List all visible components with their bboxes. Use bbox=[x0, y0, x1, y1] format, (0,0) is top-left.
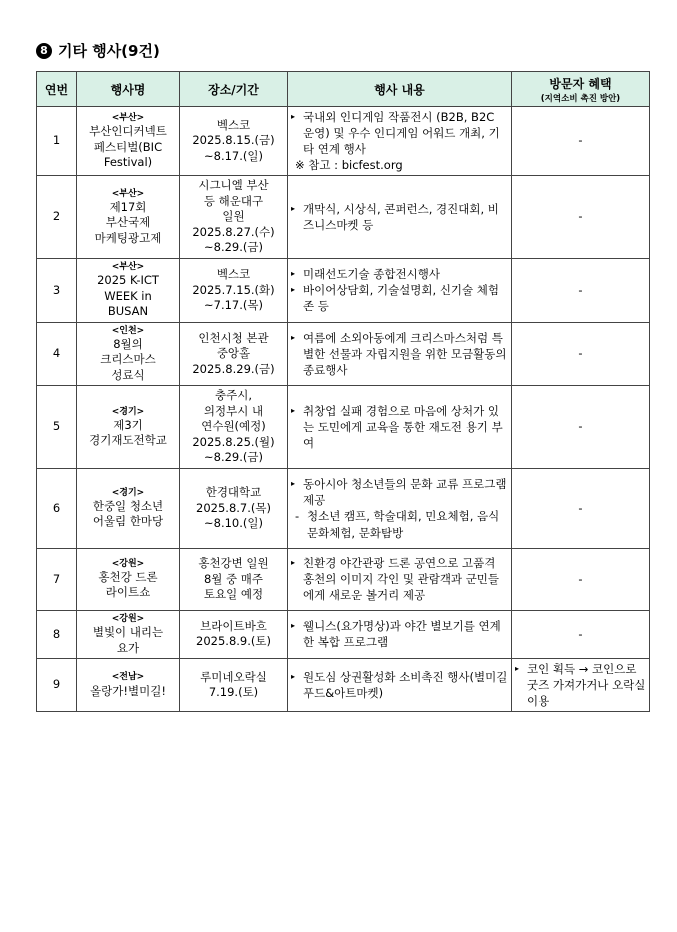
events-table bbox=[36, 71, 650, 712]
event-place-line: ~8.29.(금) bbox=[204, 450, 263, 465]
content-bullet-text: 개막식, 시상식, 콘퍼런스, 경진대회, 비즈니스마켓 등 bbox=[303, 202, 499, 233]
benefit-text: 코인 획득 → 코인으로 굿즈 가져가거나 오락실 이용 bbox=[527, 662, 646, 709]
content-bullet-text: 원도심 상권활성화 소비촉진 행사(별미길 푸드&아트마켓) bbox=[303, 670, 508, 701]
event-name-line: 라이트쇼 bbox=[105, 585, 151, 600]
table-row bbox=[37, 659, 650, 712]
region-tag: <부산> bbox=[111, 188, 145, 199]
table-row bbox=[37, 322, 650, 386]
header-place: 장소/기간 bbox=[180, 72, 288, 107]
row-number: 4 bbox=[37, 322, 77, 386]
row-number: 1 bbox=[37, 107, 77, 176]
visitor-benefit: - bbox=[512, 610, 650, 658]
visitor-benefit: - bbox=[512, 107, 650, 176]
visitor-benefit: - bbox=[512, 548, 650, 610]
row-number: 8 bbox=[37, 610, 77, 658]
event-place-line: 2025.8.9.(토) bbox=[196, 634, 271, 649]
event-place bbox=[180, 468, 288, 548]
visitor-benefit: - bbox=[512, 258, 650, 322]
event-place bbox=[180, 548, 288, 610]
event-name bbox=[77, 107, 180, 176]
table-row bbox=[37, 176, 650, 259]
content-bullet-text: 미래선도기술 종합전시행사 bbox=[303, 267, 440, 282]
table-row bbox=[37, 610, 650, 658]
content-note: ※ 참고 : bicfest.org bbox=[295, 158, 403, 173]
bullet-marker-icon: ▸ bbox=[291, 112, 296, 121]
event-place-line: 연수원(예정) bbox=[201, 419, 266, 434]
event-place-line: 일원 bbox=[222, 209, 245, 224]
event-place-line: ~8.17.(일) bbox=[204, 148, 263, 163]
event-place-line: ~8.29.(금) bbox=[204, 240, 263, 255]
content-bullet bbox=[291, 201, 508, 233]
event-name bbox=[77, 468, 180, 548]
event-place-line: 2025.8.29.(금) bbox=[192, 361, 275, 376]
event-name-line: 홍천강 드론 bbox=[98, 569, 158, 584]
content-bullet bbox=[291, 403, 508, 451]
event-place-line: 홍천강변 일원 bbox=[198, 556, 269, 571]
bullet-marker-icon: ▸ bbox=[291, 332, 296, 342]
event-name-line: 올랑가!별미길! bbox=[90, 683, 166, 698]
event-content bbox=[288, 176, 512, 259]
event-name-line: BUSAN bbox=[107, 304, 149, 319]
bullet-marker-icon: ▸ bbox=[291, 204, 296, 214]
region-tag: <강원> bbox=[111, 613, 145, 624]
event-name bbox=[77, 176, 180, 259]
region-tag: <경기> bbox=[111, 487, 145, 498]
event-place-line: 루미네오락실 bbox=[200, 669, 267, 684]
region-tag: <경기> bbox=[111, 406, 145, 417]
event-place-line: 등 해운대구 bbox=[203, 193, 264, 208]
event-name-line: 8월의 bbox=[113, 336, 143, 351]
event-place-line: 중앙홀 bbox=[216, 346, 251, 361]
row-number: 2 bbox=[37, 176, 77, 259]
event-name-line: 부산인디커넥트 bbox=[89, 123, 167, 138]
event-name-line: 크리스마스 bbox=[100, 352, 156, 367]
bullet-marker-icon: ▸ bbox=[291, 672, 296, 682]
header-no: 연번 bbox=[37, 72, 77, 107]
bullet-marker-icon: ▸ bbox=[515, 664, 520, 674]
benefit-bullet bbox=[515, 661, 646, 709]
visitor-benefit: - bbox=[512, 322, 650, 386]
event-content bbox=[288, 659, 512, 712]
table-row bbox=[37, 258, 650, 322]
header-benefit-label: 방문자 혜택 bbox=[549, 76, 612, 91]
event-content bbox=[288, 610, 512, 658]
event-place-line: 토요일 예정 bbox=[203, 587, 264, 602]
event-name-line: 2025 K-ICT bbox=[97, 273, 159, 288]
event-place-line: 충주시, bbox=[215, 388, 252, 403]
event-place bbox=[180, 386, 288, 469]
event-place-line: ~8.10.(일) bbox=[204, 516, 263, 531]
region-tag: <부산> bbox=[111, 261, 145, 272]
event-name bbox=[77, 610, 180, 658]
event-name bbox=[77, 386, 180, 469]
event-content bbox=[288, 107, 512, 176]
event-content bbox=[288, 322, 512, 386]
event-place-line: 7.19.(토) bbox=[208, 685, 259, 700]
section-title-text: 기타 행사(9건) bbox=[58, 42, 160, 60]
event-place bbox=[180, 610, 288, 658]
section-title bbox=[36, 40, 160, 61]
event-name-line: 별빛이 내리는 bbox=[92, 625, 164, 640]
region-tag: <전남> bbox=[111, 672, 145, 683]
content-bullet-text: 친환경 야간관광 드론 공연으로 고품격 홍천의 이미지 각인 및 관람객과 군민들에게 새로운 볼거리 제공 bbox=[303, 556, 500, 603]
table-row bbox=[37, 107, 650, 176]
event-place-line: 2025.7.15.(화) bbox=[192, 282, 275, 297]
event-place-line: 인천시청 본관 bbox=[198, 330, 269, 345]
content-bullet bbox=[291, 109, 508, 157]
event-name-line: 마케팅광고제 bbox=[94, 230, 162, 245]
event-place-line: 한경대학교 bbox=[205, 485, 262, 500]
event-name-line: WEEK in bbox=[104, 288, 152, 303]
event-place-line: 8월 중 매주 bbox=[203, 571, 264, 586]
region-tag: <부산> bbox=[111, 112, 145, 123]
header-benefit-sub: (지역소비 촉진 방안) bbox=[540, 93, 621, 104]
bullet-marker-icon: ▸ bbox=[291, 479, 296, 489]
event-place bbox=[180, 258, 288, 322]
header-benefit bbox=[512, 72, 650, 107]
content-bullet-text: 여름에 소외아동에게 크리스마스처럼 특별한 선물과 자립지원을 위한 모금활동의 종료행사 bbox=[303, 330, 507, 378]
content-bullet bbox=[291, 476, 508, 508]
header-name: 행사명 bbox=[77, 72, 180, 107]
row-number: 3 bbox=[37, 258, 77, 322]
event-name-line: 페스티벌(BIC bbox=[93, 139, 163, 154]
table-row bbox=[37, 468, 650, 548]
row-number: 5 bbox=[37, 386, 77, 469]
row-number: 7 bbox=[37, 548, 77, 610]
event-place bbox=[180, 322, 288, 386]
content-bullet bbox=[291, 555, 508, 603]
section-number-badge: 8 bbox=[36, 43, 52, 59]
event-name-line: 제17회 bbox=[109, 199, 147, 214]
bullet-marker-icon: ▸ bbox=[291, 621, 296, 631]
row-number: 6 bbox=[37, 468, 77, 548]
content-bullet bbox=[291, 266, 508, 282]
visitor-benefit bbox=[512, 659, 650, 712]
event-place bbox=[180, 176, 288, 259]
event-place-line: 2025.8.25.(월) bbox=[192, 434, 275, 449]
event-name bbox=[77, 548, 180, 610]
content-bullet-text: 동아시아 청소년들의 문화 교류 프로그램 제공 bbox=[303, 477, 507, 508]
content-bullet bbox=[291, 330, 508, 378]
event-name bbox=[77, 258, 180, 322]
event-place-line: 의정부시 내 bbox=[203, 403, 264, 418]
dash-marker: - bbox=[295, 509, 300, 524]
event-place-line: 벡스코 bbox=[216, 117, 251, 132]
event-name-line: Festival) bbox=[103, 155, 153, 170]
event-name bbox=[77, 322, 180, 386]
event-place-line: 시그니엘 부산 bbox=[198, 178, 269, 193]
event-place-line: 벡스코 bbox=[216, 267, 251, 282]
event-name-line: 요가 bbox=[116, 640, 140, 655]
bullet-marker-icon: ▸ bbox=[291, 269, 296, 279]
bullet-marker-icon: ▸ bbox=[291, 558, 296, 568]
event-content bbox=[288, 258, 512, 322]
event-name-line: 제3기 bbox=[113, 417, 143, 432]
event-name-line: 부산국제 bbox=[105, 215, 151, 230]
visitor-benefit: - bbox=[512, 176, 650, 259]
event-place-line: 2025.8.27.(수) bbox=[192, 224, 275, 239]
table-header-row bbox=[37, 72, 650, 107]
event-content bbox=[288, 386, 512, 469]
visitor-benefit: - bbox=[512, 468, 650, 548]
table-row bbox=[37, 548, 650, 610]
content-bullet-text: 국내외 인디게임 작품전시 (B2B, B2C 운영) 및 우수 인디게임 어워드 개최, 기타 연계 행사 bbox=[303, 110, 500, 157]
visitor-benefit: - bbox=[512, 386, 650, 469]
bullet-marker-icon: ▸ bbox=[291, 405, 296, 415]
event-content bbox=[288, 548, 512, 610]
region-tag: <인천> bbox=[111, 325, 145, 336]
table-row bbox=[37, 386, 650, 469]
content-bullet bbox=[291, 282, 508, 314]
event-place-line: 브라이트바흐 bbox=[200, 618, 267, 633]
content-sub-text: 청소년 캠프, 학술대회, 민요체험, 음식문화체험, 문화탐방 bbox=[307, 509, 500, 540]
event-place-line: 2025.8.7.(목) bbox=[196, 500, 271, 515]
event-name-line: 한중일 청소년 bbox=[92, 498, 164, 513]
event-content bbox=[288, 468, 512, 548]
content-sub-item bbox=[291, 508, 508, 540]
row-number: 9 bbox=[37, 659, 77, 712]
event-name-line: 경기재도전학교 bbox=[89, 433, 167, 448]
content-bullet-text: 바이어상담회, 기술설명회, 신기술 체험존 등 bbox=[303, 283, 500, 314]
event-name-line: 어울림 한마당 bbox=[92, 514, 164, 529]
event-name bbox=[77, 659, 180, 712]
event-name-line: 성료식 bbox=[111, 367, 145, 382]
event-place-line: ~7.17.(목) bbox=[204, 298, 263, 313]
content-bullet-text: 취창업 실패 경험으로 마음에 상처가 있는 도민에게 교육을 통한 재도전 용기 부여 bbox=[303, 403, 503, 451]
event-place bbox=[180, 107, 288, 176]
bullet-marker-icon: ▸ bbox=[291, 285, 296, 295]
content-bullet bbox=[291, 618, 508, 650]
header-content: 행사 내용 bbox=[288, 72, 512, 107]
content-bullet bbox=[291, 669, 508, 701]
region-tag: <강원> bbox=[111, 558, 145, 569]
event-place-line: 2025.8.15.(금) bbox=[192, 133, 275, 148]
content-bullet-text: 웰니스(요가명상)과 야간 별보기를 연계한 복합 프로그램 bbox=[303, 619, 501, 650]
event-place bbox=[180, 659, 288, 712]
